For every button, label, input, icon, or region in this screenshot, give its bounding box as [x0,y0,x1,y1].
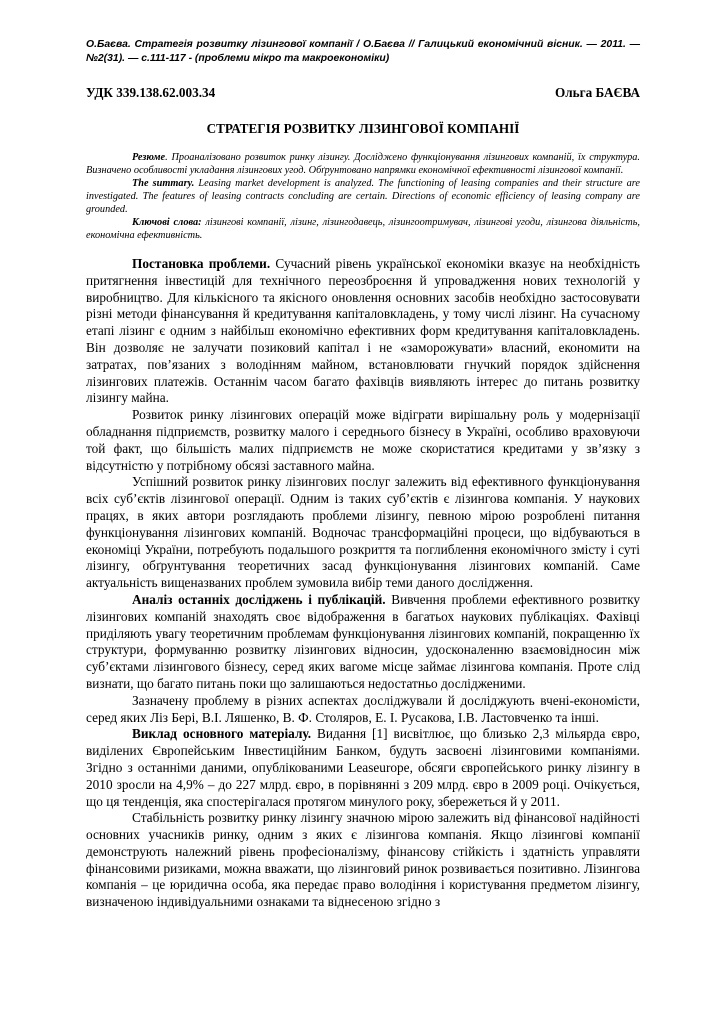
author-name: Ольга БАЄВА [554,85,640,100]
article-page [86,38,640,911]
keywords-text: лізингові компанії, лізинг, лізингодавець, лізингоотримувач, лізингові угоди, лізингова діяльність, економічна ефективність. [86,217,640,241]
literature-review-paragraph [86,592,640,693]
article-body [86,256,640,911]
literature-review-text: Вивчення проблеми ефективного розвитку лізингових компаній знаходять своє відображення в багатьох наукових публікаціях. Фахівці приділяють увагу теоретичним проблемам функціонування лізингових компаній, покращенню їх структури, формуванню розвитку лізингових відносин, удосконаленню взаємовідносин між суб’єктами лізингового бізнесу, серед яких вагоме місце займає лізингова компанія. Проте слід визнати, що багато питань поки що залишаються недостатньо дослідженими. [86,591,640,691]
resume-label: Резюме [132,152,166,163]
body-paragraph-5: Зазначену проблему в різних аспектах досліджували й досліджують вчені-економісти, серед яких Ліз Бері, В.І. Ляшенко, В. Ф. Столяров, Е. І. Русакова, І.В. Ластовченко та інші. [86,692,640,725]
body-paragraph-7: Стабільність розвитку ринку лізингу значною мірою залежить від фінансової надійності основних учасників ринку, одним з яких є лізингова компанія. Якщо лізингові компанії демонструють належний рівень професіоналізму, фінансову стійкість і здатність управляти фінансовими ризиками, можна вважати, що лізинговий ринок розвивається позитивно. Лізингова компанія – це юридична особа, яка передає право володіння і користування предметом лізингу, визначеною індивідуальними ознаками та віднесеною згідно з [86,810,640,910]
resume-text: . Проаналізовано розвиток ринку лізингу. Досліджено функціонування лізингових компаній, їх структура. Визначено особливості укладання лізингових угод. Обґрунтовано напрямки економічної ефективності лізингової компанії. [86,152,640,176]
body-paragraph-2: Розвиток ринку лізингових операцій може відіграти вирішальну роль у модернізації обладнання підприємств, розвитку малого і середнього бізнесу в Україні, особливо враховуючи той факт, що більшість малих підприємств не може скористатися кредитами у зв’язку з відсутністю у потрібному обсязі заставного майна. [86,407,640,473]
literature-review-heading: Аналіз останніх досліджень і публікацій. [132,591,386,607]
article-title: СТРАТЕГІЯ РОЗВИТКУ ЛІЗИНГОВОЇ КОМПАНІЇ [206,121,520,136]
udc-code: УДК 339.138.62.003.34 [86,85,216,100]
problem-statement-text: Сучасний рівень української економіки вказує на необхідність притягнення інвестицій для технічного переозброєння й упровадження нових технологій у виробництво. Для кількісного та якісного оновлення основних засобів необхідно застосовувати різні методи фінансування й кредитування капіталовкладень, у тому числі лізинг. На сучасному етапі лізинг є одним з найбільш економічно ефективних форм кредитування капіталовкладень. Він дозволяє не залучати позиковий капітал і не «заморожувати» власний, економити на затратах, пов’язаних з володінням майном, встановлювати гнучкий порядок здійснення лізингових платежів. Останнім часом багато фахівців виявляють інтерес до питань розвитку лізингу майна. [86,256,640,406]
main-material-heading: Виклад основного матеріалу. [132,726,312,742]
main-material-text: Видання [1] висвітлює, що близько 2,3 мільярда євро, виділених Європейським Інвестиційним Банком, будуть засвоєні лізинговими компаніями. Згідно з останніми даними, опублікованими Leaseurope, обсяги європейського ринку лізингу в 2010 зросли на 4,9% – до 227 млрд. євро, в порівнянні з 209 млрд. євро в 2009 році. Очікується, що ця тенденція, яка спостерігалася протягом минулого року, збережеться й у 2011. [86,726,640,809]
main-material-paragraph [86,726,640,810]
body-paragraph-3: Успішний розвиток ринку лізингових послуг залежить від ефективного функціонування всіх суб’єктів лізингової операції. Одним із таких суб’єктів є лізингова компанія. У наукових працях, в яких автори розглядають проблеми лізингу, певною мірою розроблені питання функціонування лізингових компаній. Водночас трансформаційні процеси, що відбуваються в економіці України, потребують подальшого розкриття та поглиблення економічного змісту і суті лізингу, обґрунтування теоретичних засад функціонування лізингових компаній. Саме актуальність вищеназваних проблем зумовила вибір теми даного дослідження. [86,474,640,591]
udc-author-row [86,85,640,101]
abstract-block [86,151,640,242]
summary-text: Leasing market development is analyzed. The functioning of leasing companies and their structure are investigated. The features of leasing contracts concluding are certain. Directions of economic efficiency of leasing company are grounded. [86,178,640,215]
resume-paragraph [86,151,640,177]
keywords-paragraph [86,216,640,242]
citation-header: О.Баєва. Стратегія розвитку лізингової компанії / О.Баєва // Галицький економічний вісник. — 2011. — №2(31). — с.111-117 - (проблеми мікро та макроекономіки) [86,39,640,64]
problem-statement-heading: Постановка проблеми. [132,256,271,271]
summary-paragraph [86,177,640,216]
problem-statement-paragraph [86,256,640,407]
summary-label: The summary. [132,178,195,189]
keywords-label: Ключові слова: [132,217,202,228]
